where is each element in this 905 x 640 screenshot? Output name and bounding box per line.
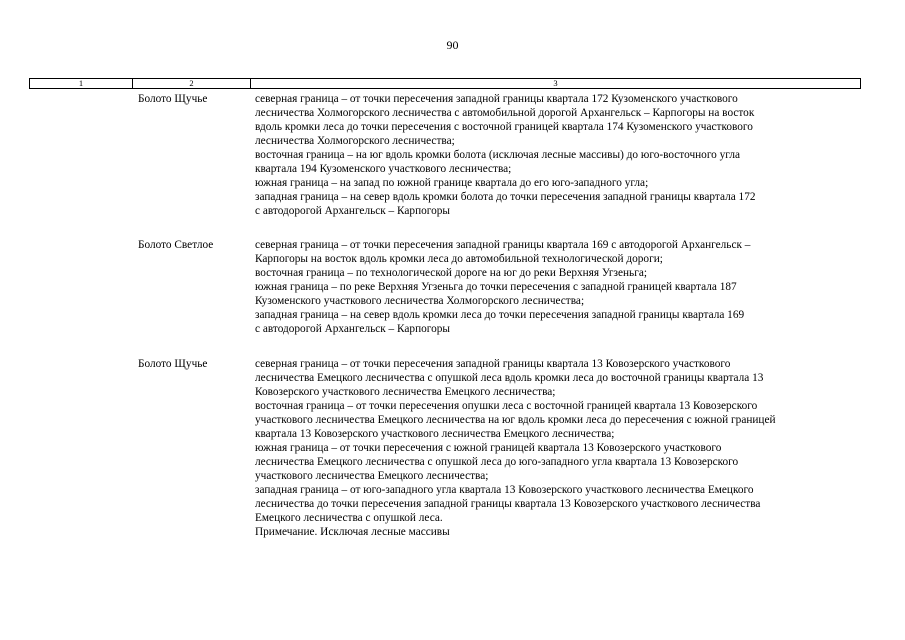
description-line: восточная граница – по технологической дороге на юг до реки Верхняя Угзеньга; <box>255 267 647 279</box>
description-line: южная граница – на запад по южной границе квартала до его юго-западного угла; <box>255 177 649 189</box>
description-line: северная граница – от точки пересечения западной границы квартала 13 Ковозерского участкового <box>255 358 731 370</box>
description-line: южная граница – от точки пересечения с южной границей квартала 13 Ковозерского участкового <box>255 442 722 454</box>
bog-name: Болото Щучье <box>138 358 208 370</box>
description-line: участкового лесничества Емецкого лесничества; <box>255 470 489 482</box>
description-line: участкового лесничества Емецкого лесничества на юг вдоль кромки леса до пересечения с южной границей <box>255 414 776 426</box>
page-number: 90 <box>446 38 459 52</box>
description-line: лесничества до точки пересечения западной границы квартала 13 Ковозерского участкового лесничества <box>255 498 761 510</box>
description-line: Примечание. Исключая лесные массивы <box>255 526 450 538</box>
description-line: северная граница – от точки пересечения западной границы квартала 172 Кузоменского участкового <box>255 93 738 105</box>
table-header-col-2: 2 <box>133 79 251 88</box>
description-line: лесничества Холмогорского лесничества; <box>255 135 455 147</box>
table-header-col-3: 3 <box>553 78 558 88</box>
description-line: южная граница – по реке Верхняя Угзеньга до точки пересечения с западной границей квартала 187 <box>255 281 737 293</box>
description-line: Ковозерского участкового лесничества Емецкого лесничества; <box>255 386 556 398</box>
description-line: Кузоменского участкового лесничества Холмогорского лесничества; <box>255 295 585 307</box>
description-line: Карпогоры на восток вдоль кромки леса до автомобильной технологической дороги; <box>255 253 663 265</box>
description-line: с автодорогой Архангельск – Карпогоры <box>255 205 451 217</box>
description-line: западная граница – от юго-западного угла квартала 13 Ковозерского участкового лесничества Емецкого <box>255 484 754 496</box>
description-line: квартала 194 Кузоменского участкового лесничества; <box>255 163 512 175</box>
description-line: лесничества Емецкого лесничества с опушкой леса до юго-западного угла квартала 13 Ковозерского <box>255 456 739 468</box>
description-line: западная граница – на север вдоль кромки леса до точки пересечения западной границы квартала 169 <box>255 309 745 321</box>
description-line: восточная граница – от точки пересечения опушки леса с восточной границей квартала 13 Ковозерского <box>255 400 758 412</box>
description-line: лесничества Холмогорского лесничества с автомобильной дорогой Архангельск – Карпогоры на восток <box>255 107 755 119</box>
description-line: Емецкого лесничества с опушкой леса. <box>255 512 443 524</box>
table-header-row <box>29 78 861 89</box>
description-line: с автодорогой Архангельск – Карпогоры <box>255 323 451 335</box>
boundary-description <box>255 357 861 539</box>
boundary-description <box>255 238 861 336</box>
bog-name: Болото Щучье <box>138 93 208 105</box>
description-line: восточная граница – на юг вдоль кромки болота (исключая лесные массивы) до юго-восточного угла <box>255 149 741 161</box>
bog-name: Болото Светлое <box>138 239 214 251</box>
description-line: лесничества Емецкого лесничества с опушкой леса вдоль кромки леса до восточной границы квартала 13 <box>255 372 764 384</box>
description-line: северная граница – от точки пересечения западной границы квартала 169 с автодорогой Архангельск – <box>255 239 751 251</box>
description-line: западная граница – на север вдоль кромки болота до точки пересечения западной границы квартала 172 <box>255 191 756 203</box>
boundary-description <box>255 92 861 218</box>
description-line: квартала 13 Ковозерского участкового лесничества Емецкого лесничества; <box>255 428 615 440</box>
description-line: вдоль кромки леса до точки пересечения с восточной границей квартала 174 Кузоменского участкового <box>255 121 753 133</box>
table-header-col-1: 1 <box>30 79 133 88</box>
